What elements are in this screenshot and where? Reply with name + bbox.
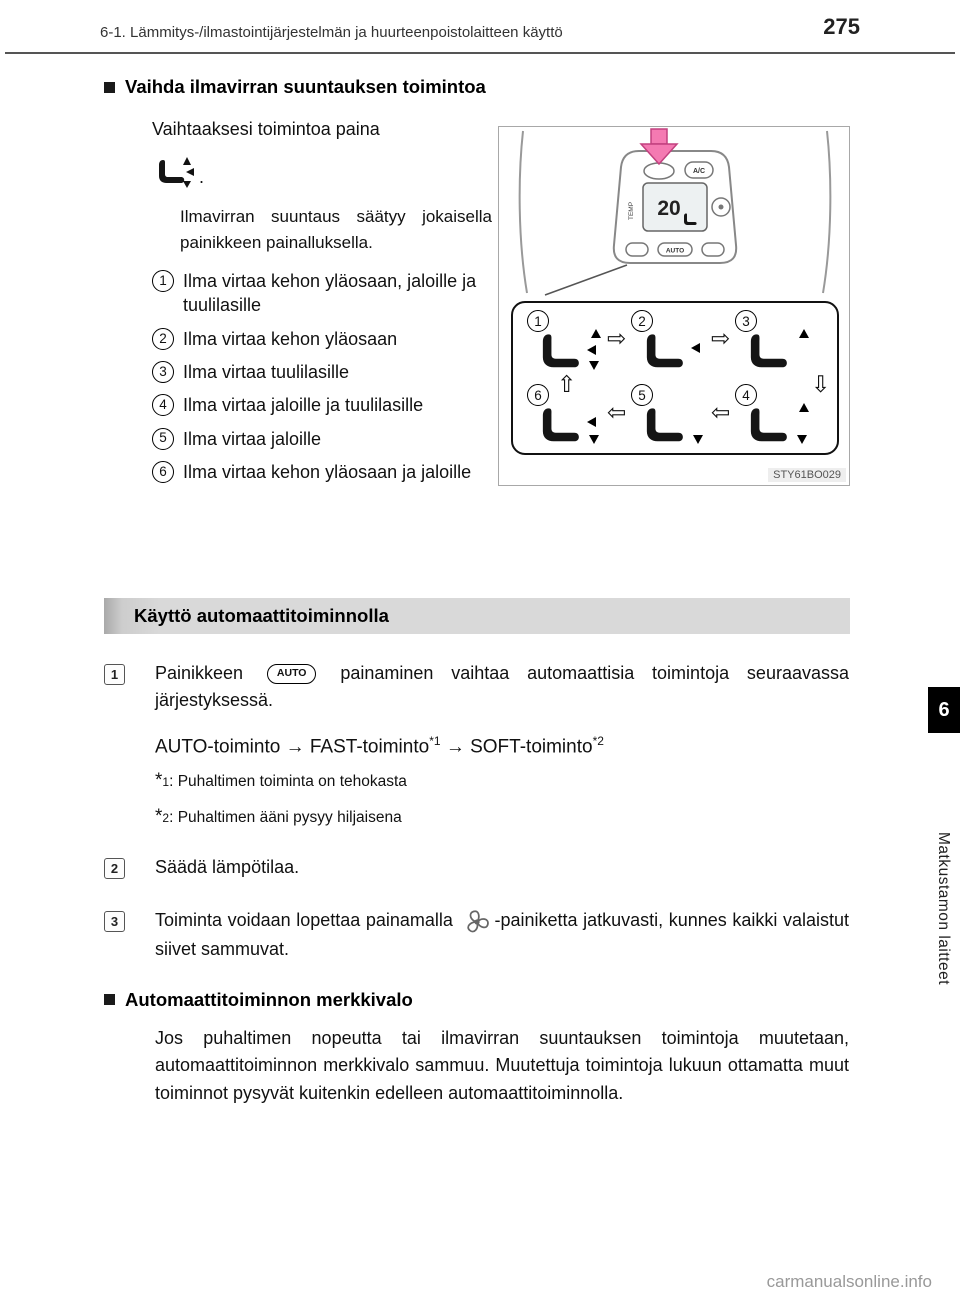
airflow-arrow-up-icon [799,329,809,338]
defrost-front-button [626,243,648,256]
step-3-pre: Toiminta voidaan lopettaa painamalla [155,910,453,931]
list-item [152,327,482,351]
airflow-figure [498,126,850,486]
position-number: 2 [631,310,653,332]
section-banner-auto [104,598,850,634]
section-heading-text: Vaihda ilmavirran suuntauksen toimintoa [125,76,486,97]
indicator-paragraph: Jos puhaltimen nopeutta tai ilmavirran suuntauksen toimintoja muutetaan, automaattitoiminnon merkkivalo sammuu. Muutettuja toimintoja lukuun ottamatta muut toiminnot pysyvät kuitenkin edelleen automaattitoiminnolla. [155,1027,849,1104]
airflow-note: Ilmavirran suuntaus säätyy jokaisella painikkeen painalluksella. [180,207,492,252]
main-content [104,66,850,1108]
position-number: 3 [735,310,757,332]
step-3 [104,907,850,962]
section-heading-indicator [104,989,850,1011]
list-item [152,269,482,318]
step-1-text [155,660,849,714]
airflow-arrow-up-icon [799,403,809,412]
footnote-1 [155,770,850,792]
cycle-arrow-down-icon: ⇩ [811,371,831,397]
circled-number: 4 [152,394,174,416]
airflow-mode-button-icon [152,156,196,188]
temp-display-value: 20 [657,197,681,220]
auto-mode-sequence [155,734,850,758]
seat-icon [537,333,583,373]
sequence-arrow-icon: → [445,736,465,758]
footnote-text: Puhaltimen toiminta on tehokasta [177,773,407,791]
step-3-post: -painiketta jatkuvasti, kunnes kaikki valaistut siivet sammuvat. [155,910,849,959]
footnote-number: 2 [162,811,170,826]
watermark: carmanualsonline.info [766,1272,932,1291]
auto-mode-label: AUTO [665,247,685,255]
step-2-text: Säädä lämpötilaa. [155,857,300,878]
pink-pointer-arrow-shaft [651,129,667,144]
dashboard-line-left [520,131,527,293]
chapter-tab: 6 [928,687,960,733]
page-header-title: 6-1. Lämmitys-/ilmastointijärjestelmän ja huurteenpoistolaitteen käyttö [100,24,563,41]
circled-number: 6 [152,461,174,483]
airflow-arrow-down-icon [693,435,703,444]
position-number: 1 [527,310,549,332]
position-number: 4 [735,384,757,406]
cycle-arrow-right-icon: ⇨ [607,325,627,351]
page-number: 275 [823,14,860,39]
circled-number: 5 [152,428,174,450]
airflow-arrow-body-icon [587,417,596,427]
sequence-soft: SOFT-toiminto [470,736,593,758]
seat-icon [745,407,791,447]
footnote-star: * [155,806,163,828]
list-item-text: Ilma virtaa jaloille [183,428,322,449]
list-item-text: Ilma virtaa tuulilasille [183,361,350,382]
seat-icon [641,333,687,373]
figure-caption: STY61BO029 [768,468,846,482]
cycle-arrow-left-icon: ⇦ [607,399,627,425]
list-item-text: Ilma virtaa kehon yläosaan ja jaloille [183,461,472,482]
auto-button-icon: AUTO [267,664,317,684]
square-bullet-icon [104,994,115,1005]
airflow-arrow-down-icon [797,435,807,444]
list-item-text: Ilma virtaa kehon yläosaan [183,328,398,349]
section-banner-text: Käyttö automaattitoiminnolla [134,605,389,626]
footnote-text: Puhaltimen ääni pysyy hiljaisena [177,809,402,827]
intro-period: . [199,167,205,188]
circled-number: 1 [152,270,174,292]
cycle-arrow-right-icon: ⇨ [711,325,731,351]
step-number-box: 3 [104,911,125,932]
airflow-position-3 [735,309,831,377]
seat-icon [537,407,583,447]
position-number: 5 [631,384,653,406]
circled-number: 2 [152,328,174,350]
seat-icon [641,407,687,447]
airflow-position-4 [735,383,831,451]
airflow-arrow-body-icon [587,345,596,355]
section-heading-text: Automaattitoiminnon merkkivalo [125,988,413,1010]
seat-icon [745,333,791,373]
climate-panel-art [499,127,851,297]
airflow-intro: Vaihtaaksesi toimintoa paina [152,119,380,139]
step-number-box: 1 [104,664,125,685]
position-number: 6 [527,384,549,406]
footnote-sep: : [169,773,178,791]
airflow-arrow-down-icon [589,361,599,370]
header-divider [5,52,955,54]
airflow-arrow-up-icon [591,329,601,338]
footnote-number: 1 [162,775,170,790]
footnote-star: * [155,770,163,792]
step-1-post: painaminen vaihtaa automaattisia toimintoja seuraavassa järjestyksessä. [155,663,849,710]
fan-speed-knob-center [719,205,724,210]
list-item [152,427,482,451]
sequence-arrow-icon: → [285,736,305,758]
airflow-arrow-body-icon [691,343,700,353]
sequence-fast: FAST-toiminto [309,736,430,758]
airflow-mode-diagram [511,301,839,455]
circled-number: 3 [152,361,174,383]
section-heading-airflow [104,76,850,98]
callout-line [545,265,627,295]
cycle-arrow-left-icon: ⇦ [711,399,731,425]
list-item [152,393,482,417]
temp-label: TEMP [628,201,635,221]
sequence-fast-footnote-ref: *1 [429,734,441,748]
ac-button-label: A/C [692,168,706,175]
step-3-text [155,907,849,962]
sequence-soft-footnote-ref: *2 [592,734,604,748]
footnote-2 [155,806,850,828]
step-number-box: 2 [104,858,125,879]
defrost-rear-button [702,243,724,256]
step-1 [104,660,850,714]
footnote-sep: : [169,809,178,827]
airflow-row [104,116,850,586]
fan-icon [461,908,493,936]
list-item-text: Ilma virtaa kehon yläosaan, jaloille ja tuulilasille [183,271,477,316]
sequence-auto: AUTO-toiminto [155,736,281,758]
step-1-pre: Painikkeen [155,663,244,683]
cycle-arrow-up-icon: ⇧ [557,371,577,397]
list-item [152,360,482,384]
square-bullet-icon [104,82,115,93]
dashboard-line-right [823,131,830,293]
step-2 [104,854,850,881]
airflow-arrow-down-icon [589,435,599,444]
list-item-text: Ilma virtaa jaloille ja tuulilasille [183,395,424,416]
mode-button [644,163,674,179]
chapter-side-label: Matkustamon laitteet [935,832,952,986]
